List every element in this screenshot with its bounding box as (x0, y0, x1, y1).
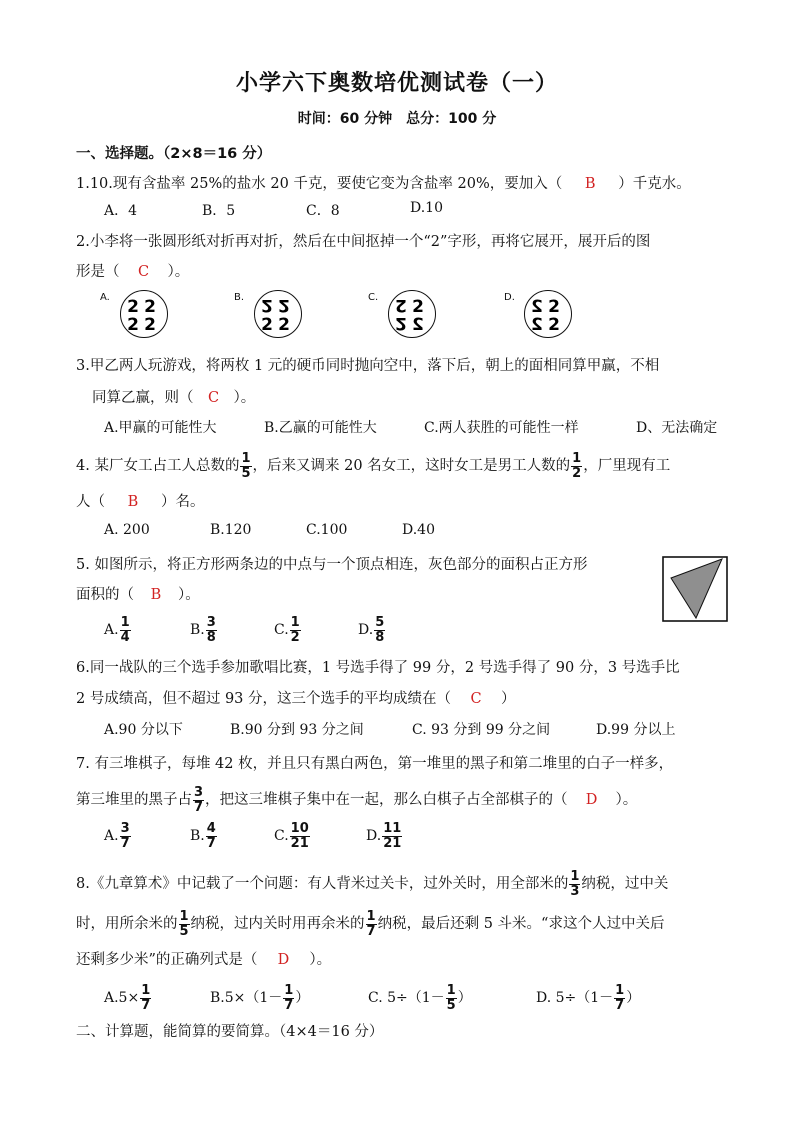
q4-fraction-2-den: 2 (572, 465, 582, 481)
q8-option-a-pre: A.5× (104, 990, 140, 1007)
q7-option-c-num: 10 (290, 821, 309, 836)
q7-option-a-fraction (120, 822, 131, 850)
q8-option-b-den: 7 (284, 997, 294, 1013)
q4-fraction-1-den: 5 (241, 465, 251, 481)
q2-option-b-digits (255, 291, 301, 337)
q8-fraction-2 (179, 910, 190, 938)
svg-text:2: 2 (548, 315, 560, 335)
svg-text:2: 2 (144, 297, 156, 317)
q2-option-d-digits (525, 291, 571, 337)
q5-option-a (104, 616, 132, 644)
q5-option-c-den: 2 (290, 629, 300, 645)
q1-option-c: C．8 (306, 203, 340, 219)
q3-option-b: B.乙赢的可能性大 (264, 420, 377, 436)
question-7-text: 第三堆里的黑子占 (76, 792, 192, 809)
question-4-text-2: ，后来又调来 20 名女工，这时女工是男工人数的 (252, 458, 571, 475)
question-2-line-2 (76, 260, 189, 281)
question-5-text-end: ）。 (178, 587, 200, 603)
question-8-answer: D (277, 952, 290, 968)
q7-option-b-den: 7 (206, 835, 216, 851)
q8-option-b-fraction (283, 984, 294, 1012)
q8-option-a-den: 7 (141, 997, 151, 1013)
question-7-line-2 (76, 786, 637, 814)
q7-fraction-den: 7 (194, 799, 204, 815)
q8-fraction-3 (366, 910, 377, 938)
q5-option-d-label: D. (358, 622, 374, 639)
question-2-answer: C (137, 264, 150, 280)
q4-option-d: D.40 (402, 522, 435, 538)
q2-option-d-label: D. (504, 292, 515, 303)
q4-fraction-1 (240, 452, 251, 480)
question-1-text-end: ）千克水。 (618, 176, 691, 192)
question-4-text-end: ）名。 (161, 494, 205, 510)
q7-option-c-label: C. (274, 828, 289, 845)
q8-option-c (368, 984, 472, 1012)
q8-fraction-1-den: 3 (570, 883, 580, 899)
svg-text:2: 2 (412, 297, 424, 317)
question-8-text-3: 时，用所余米的 (76, 916, 178, 933)
page-subtitle: 时间：60 分钟 总分：100 分 (297, 111, 497, 127)
q8-option-d-fraction (614, 984, 625, 1012)
q7-fraction-num: 3 (194, 785, 204, 800)
svg-text:2: 2 (531, 297, 543, 317)
q6-option-a: A.90 分以下 (104, 722, 183, 738)
question-8-text-4: 纳税，过内关时用再余米的 (190, 916, 365, 933)
q7-option-b (190, 822, 218, 850)
svg-text:2: 2 (278, 315, 290, 335)
q5-option-d-fraction (374, 616, 385, 644)
question-4-text-3: ，厂里现有工 (583, 458, 671, 475)
question-6-line-1: 6.同一战队的三个选手参加歌唱比赛，1 号选手得了 99 分，2 号选手得了 90 分，3 号选手比 (76, 660, 680, 676)
q2-option-c-figure (388, 290, 436, 338)
q6-option-c: C. 93 分到 99 分之间 (412, 722, 551, 738)
q8-option-c-fraction (446, 984, 457, 1012)
q4-option-c: C.100 (306, 522, 348, 538)
question-8-text-end: ）。 (309, 952, 332, 968)
question-2-text-end: ）。 (167, 264, 190, 280)
question-2-line-1: 2.小李将一张圆形纸对折再对折，然后在中间抠掉一个“2”字形，再将它展开，展开后的图 (76, 234, 651, 250)
svg-text:2: 2 (531, 315, 543, 335)
question-1 (76, 172, 691, 193)
svg-text:2: 2 (548, 297, 560, 317)
q7-option-a (104, 822, 132, 850)
q8-option-c-post: ） (457, 990, 472, 1007)
q7-option-c-fraction (290, 822, 310, 850)
q7-option-a-den: 7 (120, 835, 130, 851)
question-6-line-2 (76, 687, 516, 708)
q7-option-d (366, 822, 403, 850)
q5-square-figure (662, 556, 728, 622)
q4-option-a: A. 200 (104, 522, 150, 538)
q8-option-d-num: 1 (615, 983, 625, 998)
q8-option-d-post: ） (626, 990, 641, 1007)
q7-option-d-den: 21 (383, 835, 402, 851)
svg-text:2: 2 (261, 315, 273, 335)
q5-option-b (190, 616, 218, 644)
question-3-answer: C (207, 390, 220, 406)
q4-fraction-2 (571, 452, 582, 480)
question-4-answer: B (127, 494, 139, 510)
q8-option-a-num: 1 (141, 983, 151, 998)
q4-fraction-2-num: 1 (572, 451, 582, 466)
question-5-text: 面积的（ (76, 587, 134, 603)
q5-option-c-num: 1 (290, 615, 300, 630)
q8-option-c-den: 5 (446, 997, 456, 1013)
q8-option-c-pre: C. 5÷（1－ (368, 990, 445, 1007)
svg-text:2: 2 (127, 297, 139, 317)
question-7-answer: D (585, 792, 598, 809)
q8-option-b-pre: B.5×（1－ (210, 990, 283, 1007)
q8-option-c-num: 1 (446, 983, 456, 998)
svg-text:2: 2 (412, 315, 424, 335)
q5-option-c-label: C. (274, 622, 289, 639)
q2-option-a-figure (120, 290, 168, 338)
question-3-line-1: 3.甲乙两人玩游戏，将两枚 1 元的硬币同时抛向空中，落下后，朝上的面相同算甲赢，不相 (76, 358, 660, 374)
question-5-answer: B (150, 587, 162, 603)
q8-fraction-1-num: 1 (570, 869, 580, 884)
q7-option-b-fraction (206, 822, 217, 850)
q5-option-d (358, 616, 386, 644)
q1-option-b: B．5 (202, 203, 236, 219)
question-4-line-2 (76, 490, 205, 511)
question-5-line-2 (76, 583, 200, 604)
question-8-line-2 (76, 910, 664, 938)
q8-fraction-3-den: 7 (366, 923, 376, 939)
q5-option-a-fraction (120, 616, 131, 644)
q5-option-d-den: 8 (375, 629, 385, 645)
question-7-text-end: ）。 (615, 792, 638, 809)
q5-option-d-num: 5 (375, 615, 385, 630)
section-2-title: 二、计算题，能简算的要简算。（4×4＝16 分） (76, 1024, 384, 1040)
q5-option-a-den: 4 (120, 629, 130, 645)
q5-option-b-fraction (206, 616, 217, 644)
svg-text:2: 2 (395, 313, 407, 333)
q7-option-d-fraction (382, 822, 402, 850)
question-8-text-6: 还剩多少米”的正确列式是（ (76, 952, 258, 968)
q5-option-a-label: A. (104, 622, 119, 639)
question-6-text-end: ） (501, 691, 516, 707)
question-8-text-5: 纳税，最后还剩 5 斗米。“求这个人过中关后 (377, 916, 665, 933)
svg-text:2: 2 (278, 295, 290, 315)
q8-option-b-num: 1 (284, 983, 294, 998)
q6-option-b: B.90 分到 93 分之间 (230, 722, 364, 738)
question-7-line-1: 7. 有三堆棋子，每堆 42 枚，并且只有黑白两色，第一堆里的黑子和第二堆里的白子一样多， (76, 756, 674, 772)
q8-option-d-pre: D. 5÷（1－ (536, 990, 614, 1007)
q8-option-a-fraction (140, 984, 151, 1012)
question-1-text: 1.10.现有含盐率 25%的盐水 20 千克，要使它变为含盐率 20%，要加入（ (76, 176, 563, 192)
q5-option-c-fraction (290, 616, 301, 644)
q8-option-d-den: 7 (615, 997, 625, 1013)
q2-option-c-label: C. (368, 292, 379, 303)
q8-fraction-2-den: 5 (179, 923, 189, 939)
q8-fraction-3-num: 1 (366, 909, 376, 924)
q3-option-d: D、无法确定 (636, 420, 718, 436)
q2-option-b-label: B. (234, 292, 245, 303)
q4-option-b: B.120 (210, 522, 252, 538)
question-1-answer: B (584, 176, 596, 192)
q2-option-c-digits (389, 291, 435, 337)
page-title: 小学六下奥数培优测试卷（一） (235, 71, 558, 96)
question-3-line-2 (92, 386, 255, 407)
q7-option-b-num: 4 (206, 821, 216, 836)
question-8-text: 8.《九章算术》中记载了一个问题：有人背米过关卡，过外关时，用全部米的 (76, 876, 569, 893)
q5-option-b-den: 8 (206, 629, 216, 645)
question-4-line-1 (76, 452, 670, 480)
q3-option-c: C.两人获胜的可能性一样 (424, 420, 579, 436)
q2-option-a-digits (121, 291, 167, 337)
question-6-answer: C (470, 691, 482, 707)
question-7-text-2: ，把这三堆棋子集中在一起，那么白棋子占全部棋子的（ (205, 792, 568, 809)
q7-option-c (274, 822, 311, 850)
question-3-text-end: ）。 (233, 390, 256, 406)
q5-option-b-num: 3 (206, 615, 216, 630)
question-4-text-4: 人（ (76, 494, 105, 510)
q5-option-c (274, 616, 302, 644)
question-8-text-2: 纳税，过中关 (581, 876, 669, 893)
q8-fraction-1 (569, 870, 580, 898)
q8-option-b-post: ） (295, 990, 310, 1007)
svg-text:2: 2 (127, 315, 139, 335)
q7-fraction (193, 786, 204, 814)
q7-option-c-den: 21 (290, 835, 309, 851)
q4-fraction-1-num: 1 (241, 451, 251, 466)
svg-text:2: 2 (144, 315, 156, 335)
section-1-title: 一、选择题。（2×8＝16 分） (76, 146, 272, 162)
q7-option-b-label: B. (190, 828, 205, 845)
question-5-line-1: 5. 如图所示，将正方形两条边的中点与一个顶点相连，灰色部分的面积占正方形 (76, 557, 588, 573)
q2-option-b-figure (254, 290, 302, 338)
question-8-line-1 (76, 870, 668, 898)
q2-option-a-label: A. (100, 292, 110, 303)
q7-option-a-label: A. (104, 828, 119, 845)
question-4-text: 4. 某厂女工占工人总数的 (76, 458, 240, 475)
q7-option-a-num: 3 (120, 821, 130, 836)
question-8-line-3 (76, 948, 331, 969)
q6-option-d: D.99 分以上 (596, 722, 676, 738)
q7-option-d-label: D. (366, 828, 382, 845)
q7-option-d-num: 11 (383, 821, 402, 836)
q2-option-d-figure (524, 290, 572, 338)
q5-option-b-label: B. (190, 622, 205, 639)
question-2-text: 形是（ (76, 264, 120, 280)
q8-option-b (210, 984, 309, 1012)
q8-fraction-2-num: 1 (179, 909, 189, 924)
q5-option-a-num: 1 (120, 615, 130, 630)
q8-option-d (536, 984, 640, 1012)
q1-option-a: A．4 (104, 203, 138, 219)
question-6-text: 2 号成绩高，但不超过 93 分，这三个选手的平均成绩在（ (76, 691, 452, 707)
svg-text:2: 2 (261, 295, 273, 315)
question-3-text: 同算乙赢，则（ (92, 390, 194, 406)
q1-option-d: D.10 (410, 200, 443, 216)
q3-option-a: A.甲赢的可能性大 (104, 420, 217, 436)
svg-text:2: 2 (395, 295, 407, 315)
q8-option-a (104, 984, 152, 1012)
